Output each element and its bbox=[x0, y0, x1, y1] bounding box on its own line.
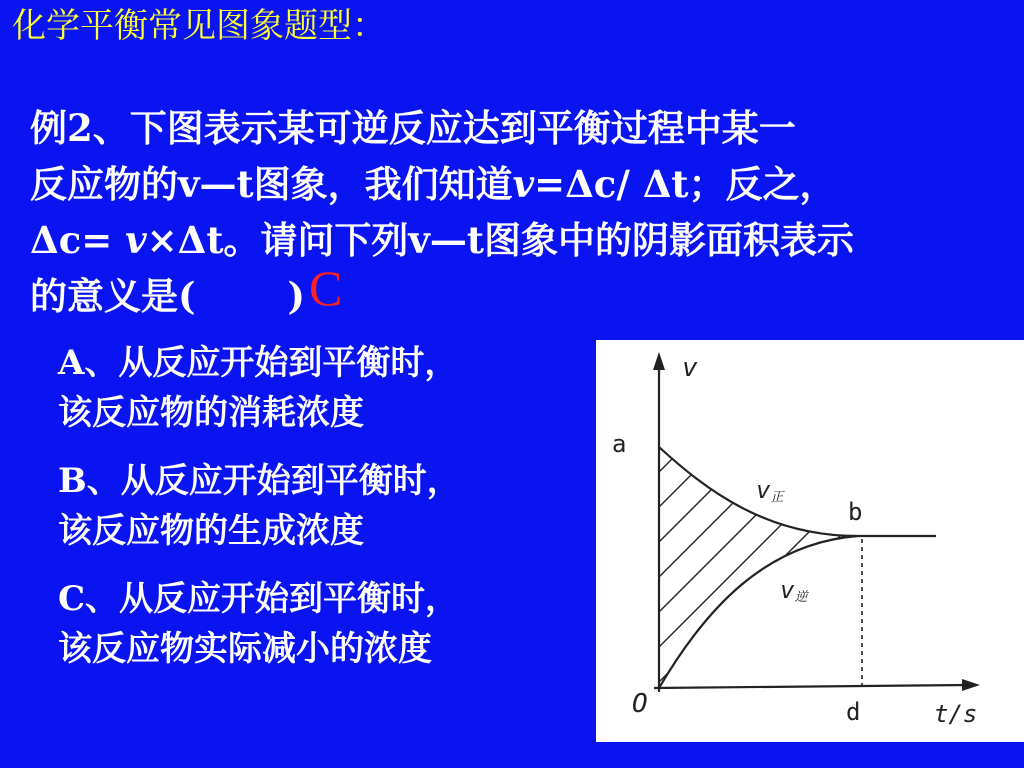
shaded-area bbox=[596, 340, 1024, 742]
option-a bbox=[58, 338, 578, 438]
reverse-rate-subscript: 逆 bbox=[794, 590, 808, 605]
x-axis bbox=[654, 685, 968, 688]
option-a-line-2: 该反应物的消耗浓度 bbox=[58, 393, 364, 433]
question-line-3-part-a: Δc= bbox=[30, 218, 126, 262]
velocity-symbol: v bbox=[125, 218, 147, 262]
question-line-2-part-b: =Δc/ Δt；反之， bbox=[534, 162, 837, 206]
question-line-4 bbox=[30, 268, 1005, 324]
question-line-2 bbox=[30, 156, 1005, 212]
option-c bbox=[58, 574, 578, 674]
question-line-4-part-a: 的意义是( bbox=[30, 274, 196, 318]
question-line-1: 例2、下图表示某可逆反应达到平衡过程中某一 bbox=[30, 106, 796, 150]
option-c-line-1: C、从反应开始到平衡时， bbox=[58, 579, 460, 619]
forward-rate-symbol: v bbox=[756, 476, 771, 504]
point-a-label: a bbox=[612, 430, 627, 458]
velocity-symbol: v bbox=[512, 162, 535, 206]
question-line-2-part-a: 反应物的v—t图象，我们知道 bbox=[30, 162, 513, 206]
vt-graph-panel bbox=[596, 340, 1024, 742]
origin-label: O bbox=[632, 689, 648, 719]
question-text bbox=[30, 100, 1005, 324]
option-b-line-2: 该反应物的生成浓度 bbox=[58, 511, 364, 551]
option-a-line-1: A、从反应开始到平衡时， bbox=[58, 343, 459, 383]
reverse-rate-curve bbox=[659, 536, 858, 688]
question-line-3-part-b: ×Δt。请问下列v—t图象中的阴影面积表示 bbox=[146, 218, 855, 262]
x-axis-label: t/s bbox=[934, 700, 978, 728]
answer-letter: C bbox=[309, 260, 343, 316]
reverse-rate-symbol: v bbox=[780, 576, 795, 604]
option-b bbox=[58, 456, 578, 556]
slide-title: 化学平衡常见图象题型： bbox=[12, 6, 386, 46]
answer-options bbox=[58, 338, 578, 692]
reverse-rate-label bbox=[780, 576, 809, 605]
option-b-line-1: B、从反应开始到平衡时， bbox=[58, 461, 461, 501]
point-d-label: d bbox=[846, 698, 861, 726]
forward-rate-subscript: 正 bbox=[770, 490, 784, 505]
point-b-label: b bbox=[848, 498, 863, 526]
x-axis-arrow-icon bbox=[962, 679, 980, 691]
question-line-4-part-b: ) bbox=[287, 274, 306, 318]
y-axis-label: v bbox=[682, 353, 698, 383]
y-axis-arrow-icon bbox=[653, 352, 665, 370]
question-line-3 bbox=[30, 212, 1005, 268]
vt-graph bbox=[596, 340, 1024, 742]
option-c-line-2: 该反应物实际减小的浓度 bbox=[58, 629, 432, 669]
forward-rate-label bbox=[756, 476, 785, 505]
